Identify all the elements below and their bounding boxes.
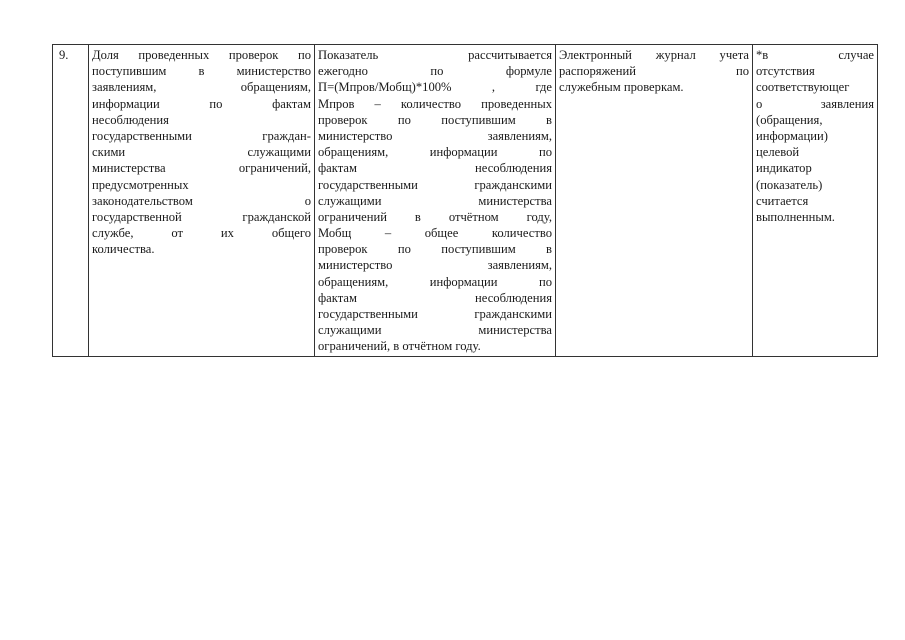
text-line: *в случае (756, 48, 874, 62)
note-cell (753, 45, 878, 357)
text-line: Мпров – количество проведенных (318, 96, 552, 111)
text-line: государственными гражданскими (318, 307, 552, 321)
source-text (559, 47, 749, 96)
text-line: (показатель) (756, 177, 823, 192)
row-number-cell (53, 45, 89, 357)
text-line: распоряжений по (559, 64, 749, 79)
text-line: Доля проведенных проверок по (92, 48, 311, 62)
text-line: (обращения, (756, 112, 823, 127)
note-text (756, 47, 874, 225)
indicator-name-cell (89, 45, 315, 357)
text-line: о заявления (756, 96, 874, 111)
text-line: соответствующег (756, 80, 850, 95)
text-line: фактам несоблюдения (318, 290, 552, 305)
text-line: министерства ограничений, (92, 161, 311, 176)
text-line: службе, от их общего (92, 226, 311, 241)
text-line: несоблюдения (92, 112, 169, 127)
text-line: информации по фактам (92, 96, 311, 111)
text-line: заявлениям, обращениям, (92, 80, 311, 95)
text-line: ежегодно по формуле (318, 64, 552, 79)
text-line: министерство заявлениям, (318, 128, 552, 143)
text-line: П=(Мпров/Мобщ)*100% , где (318, 80, 552, 95)
text-line: государственными граждан- (92, 128, 311, 143)
text-line: предусмотренных (92, 177, 189, 192)
text-line: скими служащими (92, 145, 311, 160)
text-line: Показатель рассчитывается (318, 48, 552, 62)
text-line: Электронный журнал учета (559, 48, 749, 62)
text-line: государственной гражданской (92, 209, 311, 224)
text-line: информации) (756, 128, 828, 143)
text-line: служащими министерства (318, 323, 552, 338)
text-line: государственными гражданскими (318, 177, 552, 192)
text-line: обращениям, информации по (318, 274, 552, 289)
text-line: индикатор (756, 161, 812, 176)
calculation-text (318, 47, 552, 355)
text-line: поступившим в министерство (92, 64, 311, 79)
table-row (53, 45, 878, 357)
text-line: целевой (756, 145, 800, 160)
text-line: ограничений в отчётном году, (318, 209, 552, 224)
text-line: фактам несоблюдения (318, 161, 552, 176)
indicator-table (52, 44, 878, 357)
text-line: количества. (92, 242, 155, 257)
source-cell (556, 45, 753, 357)
text-line: считается (756, 193, 809, 208)
text-line: Мобщ – общее количество (318, 226, 552, 241)
text-line: выполненным. (756, 209, 835, 224)
text-line: ограничений, в отчётном году. (318, 339, 481, 354)
calculation-cell (315, 45, 556, 357)
text-line: обращениям, информации по (318, 145, 552, 160)
text-line: законодательством о (92, 193, 311, 208)
row-number: 9. (59, 48, 69, 62)
text-line: отсутствия (756, 64, 815, 79)
text-line: министерство заявлениям, (318, 258, 552, 273)
indicator-name-text (92, 47, 311, 257)
text-line: проверок по поступившим в (318, 112, 552, 127)
text-line: служебным проверкам. (559, 80, 684, 95)
text-line: проверок по поступившим в (318, 242, 552, 257)
text-line: служащими министерства (318, 193, 552, 208)
